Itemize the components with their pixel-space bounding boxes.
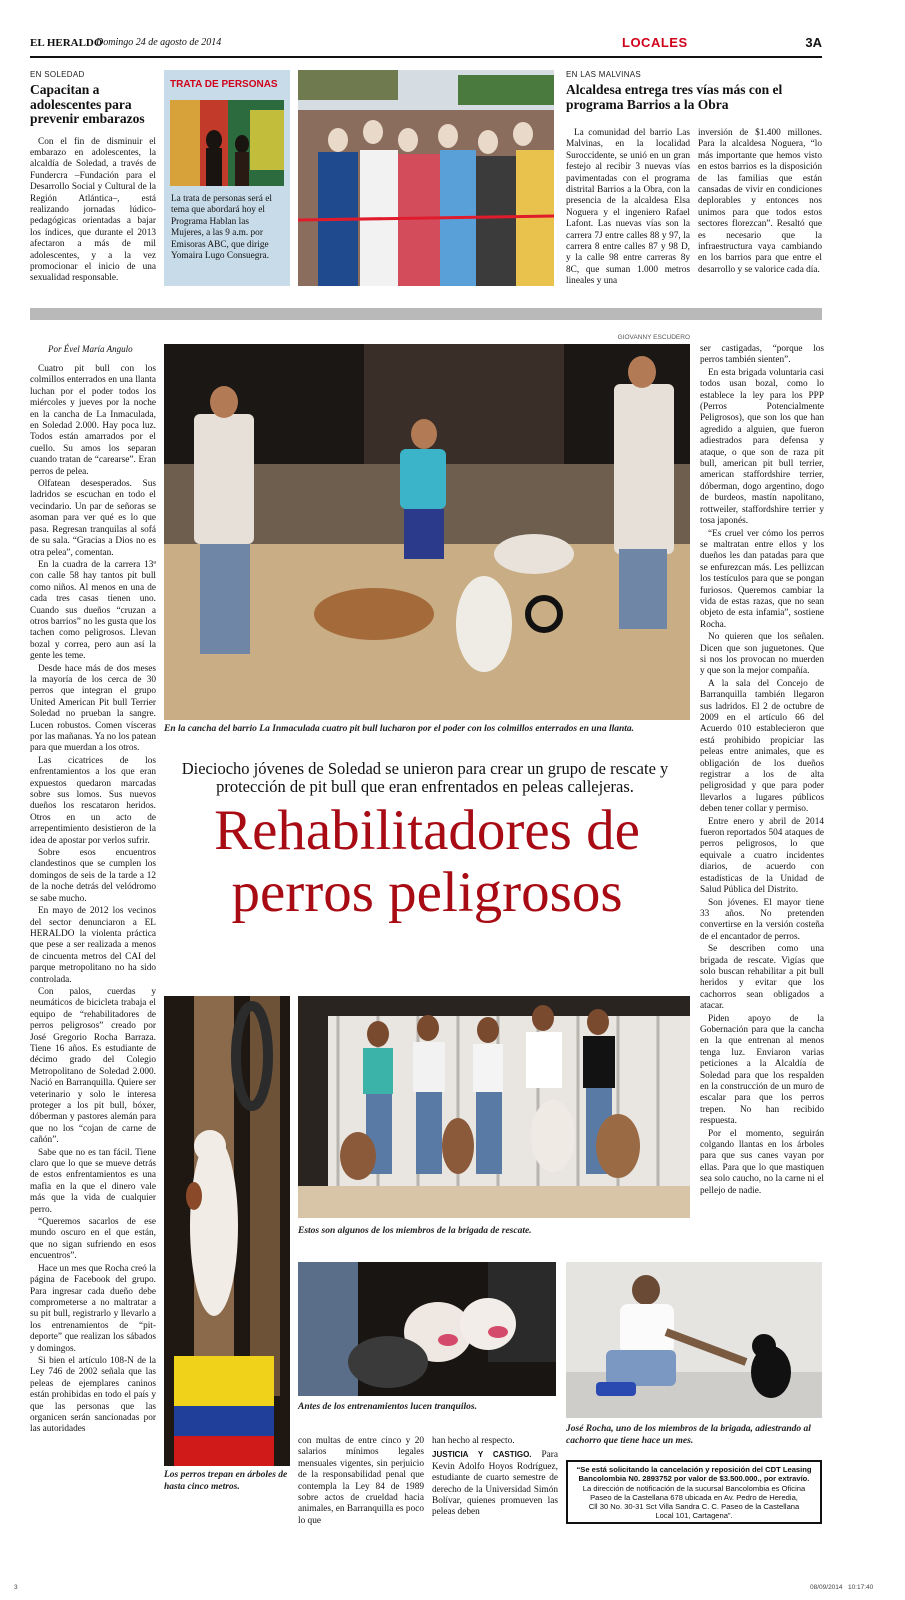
main-headline-line1: Rehabilitadores de xyxy=(214,799,640,862)
paragraph: Con palos, cuerdas y neumáticos de bicicleta trabaja el equipo de “rehabilitadores de perros peligrosos” creado por José Gregorio Rocha Barraza. Tiene 16 años. Es estudiante de décimo grado del Colegio Metropolitano de Soledad 2.000. Nació en Barranquilla. Quiere ser veterinario y solo le interesa proteger a los pit bull, bóxer, dóberman y pastores alemán para que no los “cojan de carne de cañón”. xyxy=(30,986,156,1146)
ad-line: “Se está solicitando la cancelación y reposición del CDT Leasing xyxy=(576,1465,812,1474)
ad-line: Local 101, Cartagena”. xyxy=(655,1511,733,1521)
story2-col2: inversión de $1.400 millones. Para la alcaldesa Noguera, “lo más importante que hemos visto en estos barrios es la disposición de las familias que están cansadas de vivir en condiciones deplorables y entonces nos unimos para que todos estos sectores florezcan”. Resaltó que es necesario que la infraestructura vaya cambiando en los barrios para que entre el desarrollo y se valorice cada día. xyxy=(698,128,822,275)
paragraph: ser castigadas, “porque los perros también sienten”. xyxy=(700,344,824,366)
paragraph: Piden apoyo de la Gobernación para que la cancha en la que entrenan al menos tenga luz. Enviaron varias peticiones a la Alcaldía de Soledad para que los respalden en la construcción de un muro de escalar para que los perros trepen. No han recibido respuesta. xyxy=(700,1013,824,1127)
ad-line: Cll 30 No. 30-31 Sct Villa Sandra C. C. Paseo de la Castellana xyxy=(588,1502,800,1512)
paragraph: Si bien el artículo 108-N de la Ley 746 de 2002 señala que las peleas de ejemplares caninos están prohibidas en todo el país y que las personas que las organicen serán sancionadas por las autoridades xyxy=(30,1355,156,1435)
story2-col1: La comunidad del barrio Las Malvinas, en la localidad Suroccidente, se unió en un gran festejo al recibir 3 nuevas vías pavimentadas con el programa distrital Barrios a la Obra, con la presencia de la alcaldesa Elsa Noguera y el ingeniero Rafael Lafont. Las nuevas vías son la carrera 7J entre calles 88 y 97, la carrera 8 entre calles 87 y 98 D, y la calle 98 entre carreras 8y 8C, que suman 1.000 metros lineales y una xyxy=(566,128,690,287)
trata-text: La trata de personas será el tema que abordará hoy el Programa Hablan las Mujeres, a las 9 a.m. por Emisoras ABC, que dirige Yomaira Lugo Consuegra. xyxy=(171,194,272,262)
paragraph: Cuatro pit bull con los colmillos enterrados en una llanta luchan por el poder todos los miércoles y jueves por la noche en la cancha de La Inmaculada, en Soledad 2.000. Hay poca luz. Todos están amarrados por el cuello. Su amos los separan cuando tratan de “carearse”. Eran perros de pelea. xyxy=(30,364,156,477)
justicia-text: Para Kevin Adolfo Hoyos Rodríguez, estudiante de cuarto semestre de derecho de la Universidad Simón Bolívar, quienes promueven las peleas deben xyxy=(432,1450,558,1518)
paragraph: Olfatean desesperados. Sus ladridos se escuchan en todo el vecindario. Un par de señoras se asoman para ver qué es lo que pasa. Regresan tranquilas al sofá de su sala. “Gracias a Dios no es otra pelea”, comentan. xyxy=(30,479,156,558)
trata-box xyxy=(164,70,290,286)
story-kicker: EN SOLEDAD xyxy=(30,70,85,79)
story2-headline: Alcaldesa entrega tres vías más con el programa Barrios a la Obra xyxy=(566,82,783,112)
footer-stamp: 08/09/2014 10:17:40 xyxy=(810,1584,874,1591)
story2-kicker: EN LAS MALVINAS xyxy=(566,70,642,79)
bottom-column-b xyxy=(432,1436,558,1519)
group-photo xyxy=(298,996,690,1218)
bottom-column-b-lead: han hecho al respecto. xyxy=(432,1436,515,1446)
section-divider xyxy=(30,308,822,320)
photo-caption-calm: Antes de los entrenamientos lucen tranquilos. xyxy=(298,1402,477,1412)
paragraph: “Queremos sacarlos de ese mundo oscuro en el que están, que no sigan sufriendo en esos encuentros”. xyxy=(30,1217,156,1262)
paragraph: En la cuadra de la carrera 13ª con calle 58 hay tantos pit bull como niños. Al menos en una de cada tres casas tienen uno. Cuando sus dueños “cruzan a otros barrios” no les gusta que los tachen como peligrosos. Llevan bozal y correa, pero aun así la gente les teme. xyxy=(30,559,157,662)
classified-ad xyxy=(566,1460,822,1524)
paper-date: Domingo 24 de agosto de 2014 xyxy=(96,37,222,48)
ad-line: Paseo de la Castellana 678 ubicada en Av. Pedro de Heredia, xyxy=(590,1492,798,1502)
story-headline: Capacitan a adolescentes para prevenir embarazos xyxy=(30,82,145,126)
paragraph: Son jóvenes. El mayor tiene 33 años. No pretenden convertirse en la versión costeña de el encantador de perros. xyxy=(700,897,824,942)
masthead-bar xyxy=(30,34,822,54)
paragraph: Por el momento, seguirán colgando llantas en los árboles para que sus canes vayan por ellas. Para que lo que mastiquen sea solo caucho, no la carne ni el pellejo de nadie. xyxy=(700,1128,824,1196)
photo-credit: GIOVANNY ESCUDERO xyxy=(617,334,690,341)
paragraph: Se describen como una brigada de rescate. Vigías que solo buscan rehabilitar a pit bull heridos y evitar que los cachorros sean obligados a atacar. xyxy=(700,944,824,1012)
paragraph: Sobre esos encuentros clandestinos que se cumplen los domingos de seis de la tarde a 12 de la noche detrás del velódromo se sabe mucho. xyxy=(30,848,156,904)
paragraph: “Es cruel ver cómo los perros se maltratan entre ellos y los dueños les dan patadas para que se enfurezcan más. Les pellizcan los testículos para que se pongan furiosos. Queremos cambiar la vida de estas razas, que no sean objeto de esta infamia”, sostiene Rocha. xyxy=(700,528,824,630)
paragraph: En esta brigada voluntaria casi todos usan bozal, como lo establece la ley para los PPP (Perros Potencialmente Peligrosos), que son los que han agredido a alguien, que fueron adiestrados para defensa y ataque, o que son de raza pit bull, american pit bull terrier, american staffordshire terrier, dóberman, dogo argentino, dogo de burdeos, mastín napolitano, rottweiler, staffordshire terrier y tosa japonés. xyxy=(700,367,824,527)
page-number: 3A xyxy=(805,35,822,50)
paragraph: Entre enero y abril de 2014 fueron reportados 504 ataques de perros peligrosos, lo que equivale a cuatro incidentes diarios, de acuerdo con estadísticas de la Unidad de Salud Pública del Distrito. xyxy=(700,816,824,896)
footer-page-num: 3 xyxy=(14,1584,18,1591)
main-left-column xyxy=(30,364,156,1437)
main-right-column xyxy=(700,344,824,1198)
story-body: Con el fin de disminuir el embarazo en adolescentes, la alcaldía de Soledad, a través de Fundercra –Fundación para el Desarrollo Social y Cultural de la Región Atlántica–, está realizando jornadas lúdico-pedagógicas orientadas a bajar los índices, que durante el 2013 afectaron a más de mil adolescentes, y a la vez promocionar el inicio de una sexualidad responsable. xyxy=(30,136,156,284)
ad-line: Bancolombia N0. 2893752 por valor de $3.500.000., por extravío. xyxy=(578,1474,810,1484)
trata-photo xyxy=(170,100,284,186)
deck: Dieciocho jóvenes de Soledad se unieron para crear un grupo de rescate y protección de pit bull que eran enfrentados en peleas callejeras. xyxy=(181,759,669,796)
paper-name: EL HERALDO xyxy=(30,37,103,49)
section-name: LOCALES xyxy=(622,35,688,50)
paragraph: Las cicatrices de los enfrentamientos a los que eran expuestos quedaron marcadas sobre sus lomos. Sus nuevos dueños los rescataron heridos. Otros en un acto de arrepentimiento desistieron de la idea de apostar por verlos sufrir. xyxy=(30,755,156,846)
photo-caption-group: Estos son algunos de los miembros de la brigada de rescate. xyxy=(298,1226,532,1236)
header-rule xyxy=(30,56,822,58)
main-headline-line2: perros peligrosos xyxy=(231,861,623,924)
dogs-calm-photo xyxy=(298,1262,556,1396)
justicia-kicker: JUSTICIA Y CASTIGO. xyxy=(432,1450,532,1460)
bottom-column-a: con multas de entre cinco y 20 salarios mínimos legales mensuales vigentes, sin perjuicio de la responsabilidad penal que contempla la Ley 84 de 1989 sobre actos de crueldad hacia animales, en Barranquilla es poco lo que xyxy=(298,1436,424,1526)
photo-caption-top: En la cancha del barrio La Inmaculada cuatro pit bull lucharon por el poder con los colmillos enterrados en una llanta. xyxy=(164,724,635,734)
paragraph: Desde hace más de dos meses la mayoría de los cerca de 30 perros que integran el grupo United American Pit bull Terrier Soledad no prueban la sangre. Lucen robustos. Comen vísceras por las mañanas. Ya no los patean para que muerdan a los otros. xyxy=(30,663,156,754)
main-headline xyxy=(164,800,690,924)
paragraph: En mayo de 2012 los vecinos del sector denunciaron a EL HERALDO la violenta práctica que pese a ser realizada a menos de cincuenta metros del CAI del parque metropolitano no ha sido controlada. xyxy=(30,906,156,985)
pitbull-fight-photo xyxy=(164,344,690,720)
dog-tree-photo xyxy=(164,996,290,1466)
paragraph: A la sala del Concejo de Barranquilla también llegaron sus ladridos. El 2 de octubre de 2009 en el artículo 66 del Acuerdo 010 establecieron que está prohibido propiciar las peleas entre animales, que es obligación de los dueños registrar a los de alta peligrosidad y que para poder llevarlos a lugares públicos deben tener collar y permiso. xyxy=(700,678,824,815)
byline: Por Ével María Angulo xyxy=(48,344,133,354)
rocha-puppy-photo xyxy=(566,1262,822,1418)
photo-caption-rocha: José Rocha, uno de los miembros de la brigada, adiestrando al cachorro que tiene hace un mes. xyxy=(566,1424,811,1446)
ribbon-cutting-photo xyxy=(298,70,554,286)
paragraph: Hace un mes que Rocha creó la página de Facebook del grupo. Para ingresar cada dueño debe comprometerse a no maltratar a su pit bull, registrarlo y llevarlo a los entrenamientos de “pit-deporte” que realizan los sábados y domingos. xyxy=(30,1263,156,1354)
photo-caption-tree: Los perros trepan en árboles de hasta cinco metros. xyxy=(164,1470,288,1492)
paragraph: No quieren que los señalen. Dicen que son juguetones. Que si nos los provocan no muerden y que son la mejor compañía. xyxy=(700,632,824,677)
ad-line: La dirección de notificación de la sucursal Bancolombia es Oficina xyxy=(582,1483,806,1493)
trata-title: TRATA DE PERSONAS xyxy=(170,79,278,90)
paragraph: Sabe que no es tan fácil. Tiene claro que lo que se mueve detrás de estos enfrentamientos es una mafia en la que el dinero vale más que la vida de cualquier perro. xyxy=(30,1147,156,1215)
story-malvinas xyxy=(566,70,822,287)
story-soledad xyxy=(30,70,156,285)
